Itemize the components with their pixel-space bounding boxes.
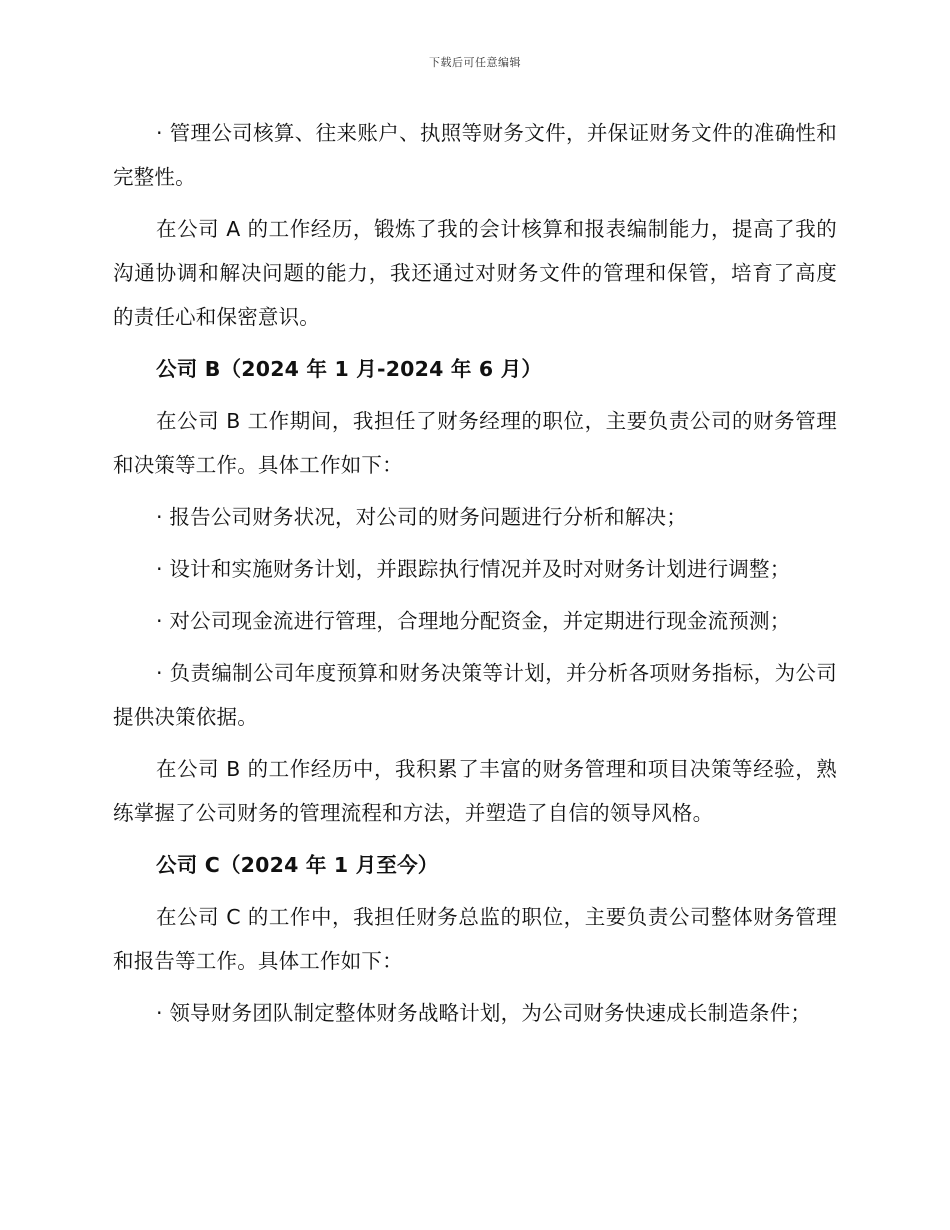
bullet-paragraph: · 报告公司财务状况，对公司的财务问题进行分析和解决； xyxy=(156,505,687,529)
bullet-paragraph: · 负责编制公司年度预算和财务决策等计划，并分析各项财务指标，为公司提供决策依据。 xyxy=(113,661,837,729)
body-paragraph: 在公司 B 的工作经历中，我积累了丰富的财务管理和项目决策等经验，熟练掌握了公司财务的管理流程和方法，并塑造了自信的领导风格。 xyxy=(113,757,837,825)
section-heading-company-c: 公司 C（2024 年 1 月至今） xyxy=(156,853,439,877)
bullet-paragraph: · 管理公司核算、往来账户、执照等财务文件，并保证财务文件的准确性和完整性。 xyxy=(113,121,837,189)
document-body xyxy=(113,111,837,1035)
body-paragraph: 在公司 B 工作期间，我担任了财务经理的职位，主要负责公司的财务管理和决策等工作。具体工作如下： xyxy=(113,409,837,477)
header-note: 下载后可任意编辑 xyxy=(429,56,521,69)
bullet-paragraph: · 设计和实施财务计划，并跟踪执行情况并及时对财务计划进行调整； xyxy=(156,557,791,581)
bullet-paragraph: · 领导财务团队制定整体财务战略计划，为公司财务快速成长制造条件； xyxy=(156,1001,812,1025)
body-paragraph: 在公司 C 的工作中，我担任财务总监的职位，主要负责公司整体财务管理和报告等工作。具体工作如下： xyxy=(113,905,837,973)
body-paragraph: 在公司 A 的工作经历，锻炼了我的会计核算和报表编制能力，提高了我的沟通协调和解决问题的能力，我还通过对财务文件的管理和保管，培育了高度的责任心和保密意识。 xyxy=(113,217,837,329)
bullet-paragraph: · 对公司现金流进行管理，合理地分配资金，并定期进行现金流预测； xyxy=(156,609,791,633)
section-heading-company-b: 公司 B（2024 年 1 月-2024 年 6 月） xyxy=(156,357,543,381)
